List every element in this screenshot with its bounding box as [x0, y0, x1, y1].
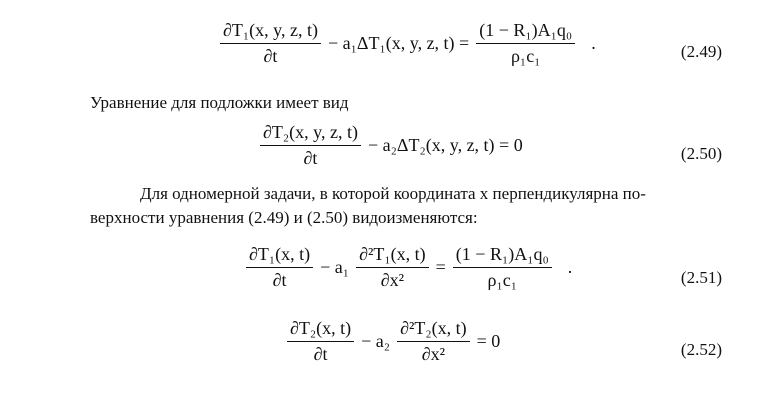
paragraph-substrate-intro: Уравнение для подложки имеет вид	[90, 93, 349, 112]
eq-2-51-mid-numerator: ∂²T₁(x, t)	[356, 244, 429, 268]
eq-2-52-mid-numerator: ∂²T₂(x, t)	[397, 318, 470, 342]
equation-2-51	[244, 244, 572, 291]
equation-number-2-49: (2.49)	[680, 42, 722, 61]
eq-2-51-mid-denominator: ∂x²	[380, 270, 404, 290]
eq-2-52-lhs-fraction	[287, 318, 354, 365]
eq-2-49-lhs-denominator: ∂t	[263, 46, 278, 66]
paragraph-onedim-line-1: Для одномерной задачи, в которой координата x перпендикулярна по-	[140, 184, 646, 203]
eq-2-52-coefficient: − a₂	[361, 331, 391, 351]
eq-2-51-lhs-fraction	[246, 244, 313, 291]
eq-2-51-rhs-fraction	[453, 244, 552, 291]
equation-number-2-51: (2.51)	[680, 268, 722, 287]
eq-2-51-equals: =	[435, 257, 446, 277]
eq-2-52-lhs-numerator: ∂T₂(x, t)	[287, 318, 354, 342]
eq-2-50-lhs-numerator: ∂T₂(x, y, z, t)	[260, 122, 361, 146]
eq-2-51-period: .	[567, 257, 573, 277]
eq-2-49-rhs-denominator: ρ₁c₁	[510, 46, 541, 66]
equation-2-50	[258, 122, 528, 169]
paragraph-onedim-line-2: верхности уравнения (2.49) и (2.50) видоизменяются:	[90, 208, 478, 227]
eq-2-49-rhs-numerator: (1 − R₁)A₁q₀	[476, 20, 575, 44]
eq-2-51-lhs-numerator: ∂T₁(x, t)	[246, 244, 313, 268]
eq-2-50-lhs-denominator: ∂t	[303, 148, 318, 168]
eq-2-49-rhs-fraction	[476, 20, 575, 67]
eq-2-52-lhs-denominator: ∂t	[313, 344, 328, 364]
equation-number-2-50: (2.50)	[680, 144, 722, 163]
eq-2-51-lhs-denominator: ∂t	[272, 270, 287, 290]
eq-2-51-second-derivative-fraction	[356, 244, 429, 291]
eq-2-49-middle-term: − a₁ΔT₁(x, y, z, t) =	[327, 33, 470, 53]
equation-number-2-52: (2.52)	[680, 340, 722, 359]
equation-2-49	[218, 20, 596, 67]
eq-2-50-lhs-fraction	[260, 122, 361, 169]
eq-2-51-rhs-denominator: ρ₁c₁	[487, 270, 518, 290]
equation-2-52	[285, 318, 505, 365]
eq-2-49-lhs-numerator: ∂T₁(x, y, z, t)	[220, 20, 321, 44]
eq-2-51-rhs-numerator: (1 − R₁)A₁q₀	[453, 244, 552, 268]
eq-2-52-equals-zero: = 0	[476, 331, 501, 351]
eq-2-50-middle-term: − a₂ΔT₂(x, y, z, t) = 0	[367, 135, 523, 155]
eq-2-49-period: .	[591, 33, 596, 53]
eq-2-51-coefficient: − a₁	[320, 257, 350, 277]
eq-2-52-second-derivative-fraction	[397, 318, 470, 365]
eq-2-52-mid-denominator: ∂x²	[421, 344, 445, 364]
eq-2-49-lhs-fraction	[220, 20, 321, 67]
